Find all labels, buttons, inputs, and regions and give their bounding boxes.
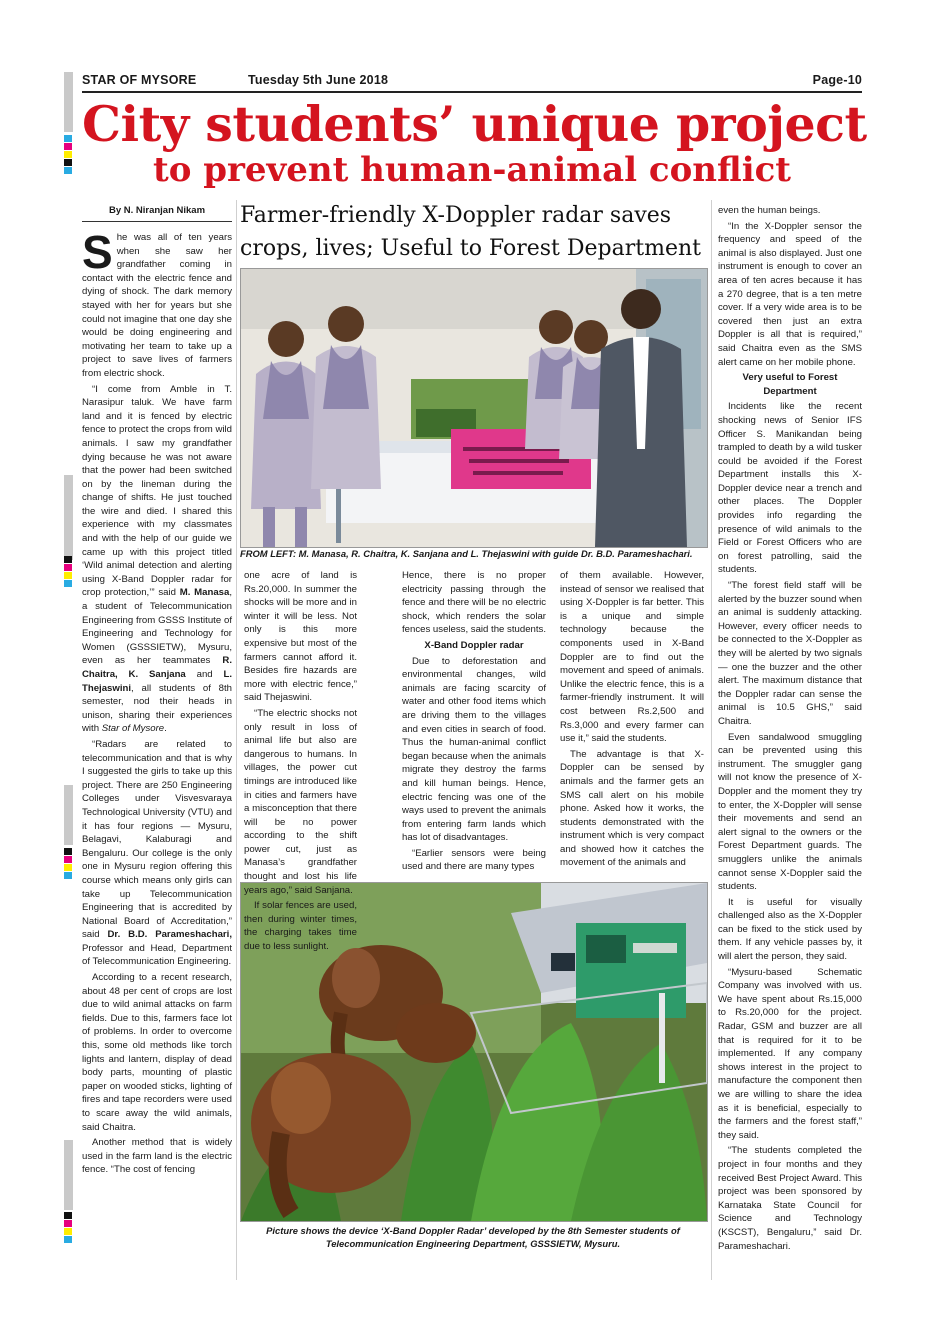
col5-paragraph: “The students completed the project in four months and they received Best Project Award. This project was been sponsored by Karnataka State Council for Science and Technology (KSCST), Bengaluru,” said Dr. Parameshachari. <box>718 1145 862 1252</box>
register-cyan <box>64 872 72 879</box>
column-divider <box>711 200 712 1280</box>
col3-paragraph: Due to deforestation and environmental changes, wild animals are facing scarcity of water and other food items which are driving them to the villages and even cities in search of food. Thus the human-animal conflict began because when the animals migrate they destroy the farms and kill human beings. Hence, electric fencing was one of the ways used to prevent the animals from entering farm lands which has lot of disadvantages. <box>402 655 546 844</box>
subheadline-line2: crops, lives; Useful to Forest Department <box>240 236 702 261</box>
bottom-caption-line1: Picture shows the device ‘X-Band Doppler Radar’ developed by the 8th Semester students of <box>266 1225 680 1236</box>
issue-date: Tuesday 5th June 2018 <box>248 73 389 87</box>
register-yellow <box>64 864 72 871</box>
page-number: Page-10 <box>812 73 862 87</box>
article-column-4 <box>560 569 704 872</box>
col5-paragraph: Even sandalwood smuggling can be prevented using this instrument. The smuggler gang will not know the presence of X-Doppler and the moment they try to enter, the X-Doppler will sense their movements and send an alert signal to the owners or the Forest Department guards. The smugglers unlike the animals cannot sense X-Doppler said the students. <box>718 731 862 893</box>
register-magenta <box>64 143 72 150</box>
register-black <box>64 1212 72 1219</box>
column-divider <box>236 200 237 1280</box>
headline-main: City students’ unique project <box>82 95 867 153</box>
register-yellow <box>64 572 72 579</box>
register-cyan <box>64 580 72 587</box>
margin-grey-bar <box>64 785 73 845</box>
margin-grey-bar <box>64 475 73 560</box>
article-column-5 <box>718 204 862 1255</box>
col3-paragraph: Hence, there is no proper electricity passing through the fence and there will be no electric shock, which renders the solar fences useless, said the students. <box>402 570 546 636</box>
register-magenta <box>64 1220 72 1227</box>
col4-paragraph: of them available. However, instead of sensor we realised that using X-Doppler is far better. This is a unique and simple technology because the components used in X-Band Doppler are to find out the movement and speed of animals. Unlike the electric fence, this is a farmer-friendly instrument. It will cost between Rs.2,500 and Rs.3,000 and every farmer can use it,” said the students. <box>560 570 704 745</box>
col3-paragraph: “Earlier sensors were being used and there are many types <box>402 847 546 873</box>
col2-paragraph: “The electric shocks not only result in loss of animal life but also are dangerous to humans. In villages, the power cut timings are introduced like in cities and farmers have a misconception that there will be no power according to the shift power cut, just as Manasa’s grandfather thought and lost his life years ago,” said Sanjana. <box>244 707 357 896</box>
col1-paragraph: “I come from Amble in T. Narasipur taluk. We have farm land and it is fenced by electric fence to protect the crops from wild animals. I saw my grandfather dying because he was not aware that the power had been switched on by the lineman during the change of shifts. He just touched the wire and died. I shared this experience with my classmates and with the help of our guide we came up with this project titled ‘Wild animal detection and alerting using X-Band Doppler radar for crop protection,’” said M. Manasa, a student of Telecommunication Engineering from GSSS Institute of Engineering and Technology for Women (GSSSIETW), Mysuru, even as her teammates R. Chaitra, K. Sanjana and L. Thejaswini, all students of 8th semester, nod their heads in unison, sharing their experiences with Star of Mysore. <box>82 383 233 735</box>
header-rule <box>82 91 862 93</box>
col5-paragraph: Incidents like the recent shocking news of Senior IFS Officer S. Manikandan being trampled to death by a wild tusker could be avoided if the Forest Department installs this X-Doppler device near a trench and other places. The Doppler provides info regarding the presence of wild animals to the Field or Forest Officers who are on forest patrolling, said the students. <box>718 401 862 576</box>
register-black <box>64 848 72 855</box>
col3-subheading: X-Band Doppler radar <box>424 639 524 651</box>
drop-cap: S <box>82 226 113 278</box>
col5-paragraph: “In the X-Doppler sensor the frequency and speed of the animal is also displayed. Just one instrument is enough to cover an area of ten acres because it has a 270 degree, that is a ten metre cover. If a very wide area is to be covered then just an extra Doppler is all that is required,” said Chaitra even as the SMS alert came on her mobile phone. <box>718 220 862 368</box>
register-black <box>64 556 72 563</box>
margin-grey-bar <box>64 1140 73 1210</box>
register-cyan <box>64 135 72 142</box>
col1-paragraph: According to a recent research, about 48 per cent of crops are lost due to wild animal attacks on farm fields. Due to this, farmers face lot of problems. In order to overcome this, some old methods like torch lights and lantern, display of dead body parts, mounting of plastic paper on wooded sticks, lighting of fires and tape recorders were used to scare away the wild animals, said Chaitra. <box>82 972 232 1133</box>
byline: By N. Niranjan Nikam <box>108 205 206 216</box>
byline-rule <box>82 221 232 222</box>
students-photo-illustration <box>241 269 707 547</box>
article-column-1 <box>82 226 233 1179</box>
article-column-2 <box>244 569 357 956</box>
register-yellow <box>64 151 72 158</box>
students-photo <box>240 268 708 548</box>
margin-grey-bar <box>64 72 73 132</box>
col1-paragraph: “Radars are related to telecommunication and that is why I suggested the girls to take up this project. There are 250 Engineering Colleges under Visvesvaraya Technological University (VTU) and it has four regions — Mysuru, Belagavi, Kalaburagi and Bengaluru. Our college is the only one in Mysuru region offering this course which means only girls can take up Telecommunication Engineering that is accredited by National Board of Accreditation,” said Dr. B.D. Parameshachari, Professor and Head, Department of Telecommunication Engineering. <box>82 738 232 968</box>
register-magenta <box>64 856 72 863</box>
headline-secondary: to prevent human-animal conflict <box>152 150 792 190</box>
col4-paragraph: The advantage is that X-Doppler can be sensed by animals and the farmer gets an SMS call alert on his mobile phone. Asked how it works, the students demonstrated with the instrument which is very compact and showed how it catches the movement of the animals and <box>560 748 704 869</box>
col5-subheading: Very useful to Forest Department <box>742 372 838 397</box>
col2-paragraph: If solar fences are used, then during winter times, the charging takes time due to less sunlight. <box>244 900 357 953</box>
subheadline <box>240 199 706 265</box>
register-cyan <box>64 167 72 174</box>
register-cyan <box>64 1236 72 1243</box>
col5-paragraph: “Mysuru-based Schematic Company was involved with us. We have spent about Rs.15,000 to Rs.20,000 for the project. Radar, GSM and buzzer are all that is required for it to be implemented. If any company shows interest in the project to manufacture the component then we are willing to share the idea as it is beneficial, especially to the farmers and the forest staff,” they said. <box>718 966 862 1141</box>
bottom-photo-caption <box>240 1224 706 1250</box>
bottom-caption-line2: Telecommunication Engineering Department, GSSSIETW, Mysuru. <box>325 1238 621 1249</box>
col5-paragraph: “The forest field staff will be alerted by the buzzer sound when an animal is suddenly attacking. However, every officer needs to be connected to the X-Doppler as they will be alerted by two signals — one the buzzer and the other alert. The maximum distance that the Doppler radar can sense the animal is 10.5 GHS,” said Chaitra. <box>718 580 862 727</box>
subheadline-line1: Farmer-friendly X-Doppler radar saves <box>240 203 672 228</box>
col1-paragraph: Another method that is widely used in the farm land is the electric fence. “The cost of fencing <box>82 1137 232 1176</box>
register-yellow <box>64 1228 72 1235</box>
col5-paragraph: even the human beings. <box>718 205 821 216</box>
register-black <box>64 159 72 166</box>
col5-paragraph: It is useful for visually challenged also as the X-Doppler can be fixed to the stick used by them. If any vehicle passes by, it will alert the person, they said. <box>718 896 862 963</box>
publication-name: STAR OF MYSORE <box>82 73 197 87</box>
col2-paragraph: one acre of land is Rs.20,000. In summer the shocks will be more and in winter it will be less. Not only is this more expensive but most of the farmers cannot afford it. Besides fire hazards are more with electric fence,” said Thejaswini. <box>244 570 357 704</box>
article-column-3 <box>402 569 546 876</box>
register-magenta <box>64 564 72 571</box>
col1-paragraph: She was all of ten years when she saw her grandfather coming in contact with the electric fence and dying of shock. The dark memory stayed with her for years but she could not imagine that one day she would be doing engineering and motivating her team to take up a project to save lives of farmers from electric shock. <box>82 226 232 379</box>
top-photo-caption: FROM LEFT: M. Manasa, R. Chaitra, K. Sanjana and L. Thejaswini with guide Dr. B.D. Parameshachari. <box>240 548 693 559</box>
